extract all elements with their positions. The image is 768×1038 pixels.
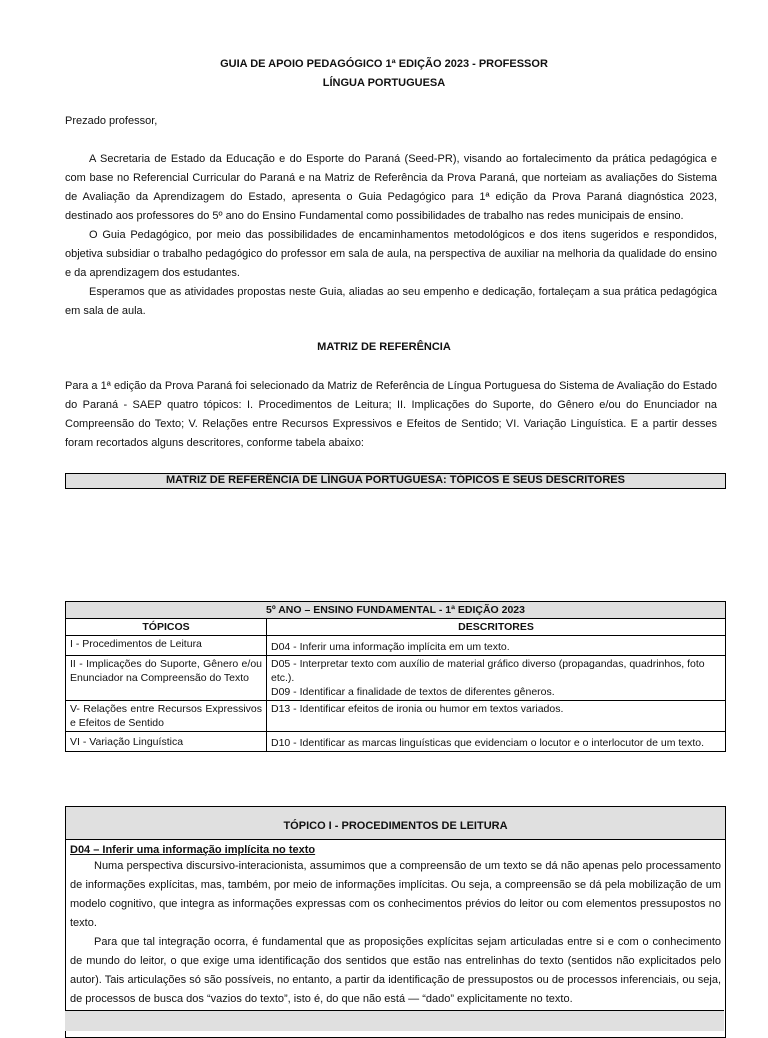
descriptor-d04: D04 - Inferir uma informação implícita em um texto. [271, 641, 510, 653]
table-title: 5º ANO – ENSINO FUNDAMENTAL - 1ª EDIÇÃO 2023 [66, 602, 726, 619]
topic-1-body [66, 843, 725, 1009]
matriz-heading: MATRIZ DE REFERÊNCIA [317, 341, 451, 353]
descriptors-table [65, 601, 726, 752]
descriptor-cell [267, 656, 726, 701]
intro-paragraph-2: O Guia Pedagógico, por meio das possibilidades de encaminhamentos metodológicos e dos itens sugeridos e respondidos, objetiva subsidiar o trabalho pedagógico do professor em sala de aula, na perspectiva de auxiliar na melhoria da qualidade do ensino e da aprendizagem dos estudantes. [65, 229, 717, 279]
table-row [66, 656, 726, 701]
intro-paragraph-1: A Secretaria de Estado da Educação e do Esporte do Paraná (Seed-PR), visando ao fortalecimento da prática pedagógica e com base no Referencial Curricular do Paraná e na Matriz de Referência da Prova Paraná, que norteiam as avaliações do Sistema de Avaliação da Aprendizagem do Estado, apresenta o Guia Pedagógico para 1ª edição da Prova Paraná diagnóstica 2023, destinado aos professores do 5º ano do Ensino Fundamental como possibilidades de trabalho nas redes municipais de ensino. [65, 153, 717, 222]
matriz-table-bar: MATRIZ DE REFERÊNCIA DE LÍNGUA PORTUGUESA: TÓPICOS E SEUS DESCRITORES [65, 473, 726, 489]
topic-cell: VI - Variação Linguística [66, 732, 267, 752]
document-title: GUIA DE APOIO PEDAGÓGICO 1ª EDIÇÃO 2023 - PROFESSOR [220, 58, 548, 70]
intro-paragraph-3: Esperamos que as atividades propostas neste Guia, aliadas ao seu empenho e dedicação, fortaleçam a sua prática pedagógica em sala de aula. [65, 286, 717, 317]
table-row [66, 732, 726, 752]
topic-cell: V- Relações entre Recursos Expressivos e Efeitos de Sentido [66, 701, 267, 732]
topic-cell: II - Implicações do Suporte, Gênero e/ou Enunciador na Compreensão do Texto [66, 656, 267, 701]
descriptor-d05: D05 - Interpretar texto com auxílio de material gráfico diverso (propagandas, quadrinhos, foto etc.). [271, 658, 705, 684]
greeting: Prezado professor, [65, 115, 158, 127]
next-section-bar [65, 1010, 724, 1031]
descriptor-title: D04 – Inferir uma informação implícita no texto [70, 844, 316, 856]
topic-1-box [65, 806, 726, 1038]
matriz-paragraph: Para a 1ª edição da Prova Paraná foi selecionado da Matriz de Referência de Língua Portuguesa do Sistema de Avaliação do Estado do Paraná - SAEP quatro tópicos: I. Procedimentos de Leitura; II. Implicações do Suporte, do Gênero e/ou do Enunciador na Compreensão do Texto; V. Relações entre Recursos Expressivos e Efeitos de Sentido; VI. Variação Linguística. E a partir desses foram recortados alguns descritores, conforme tabela abaixo: [65, 380, 717, 449]
table-row [66, 701, 726, 732]
column-header-topics: TÓPICOS [66, 619, 267, 636]
descriptor-cell [267, 701, 726, 732]
descriptor-d13: D13 - Identificar efeitos de ironia ou humor em textos variados. [271, 703, 564, 715]
descriptor-d10: D10 - Identificar as marcas linguísticas que evidenciam o locutor e o interlocutor de um texto. [271, 737, 705, 749]
topic-1-title: TÓPICO I - PROCEDIMENTOS DE LEITURA [66, 807, 725, 840]
topic-cell: I - Procedimentos de Leitura [66, 636, 267, 656]
descriptor-d09: D09 - Identificar a finalidade de textos de diferentes gêneros. [271, 686, 555, 698]
topic-1-paragraph-2: Para que tal integração ocorra, é fundamental que as proposições explícitas sejam articuladas entre si e com o conhecimento de mundo do leitor, o que exige uma identificação dos sentidos que estão nas entrelinhas do texto (sentidos não explicitados pelo autor). Tais articulações só são possíveis, no entanto, a partir da identificação de pressupostos ou de processos inferenciais, ou seja, de processos de busca dos “vazios do texto”, isto é, do que não está — “dado” explicitamente no texto. [70, 936, 721, 1005]
descriptor-cell [267, 636, 726, 656]
descriptor-cell [267, 732, 726, 752]
document-subtitle: LÍNGUA PORTUGUESA [322, 77, 446, 89]
table-row [66, 636, 726, 656]
topic-1-paragraph-1: Numa perspectiva discursivo-interacionista, assumimos que a compreensão de um texto se dá não apenas pelo processamento de informações explícitas, mas, também, por meio de informações implícitas. Ou seja, a compreensão se dá pela mobilização de um modelo cognitivo, que integra as informações expressas com os conhecimentos prévios do leitor ou com elementos pressupostos no texto. [70, 860, 721, 929]
column-header-descriptors: DESCRITORES [267, 619, 726, 636]
